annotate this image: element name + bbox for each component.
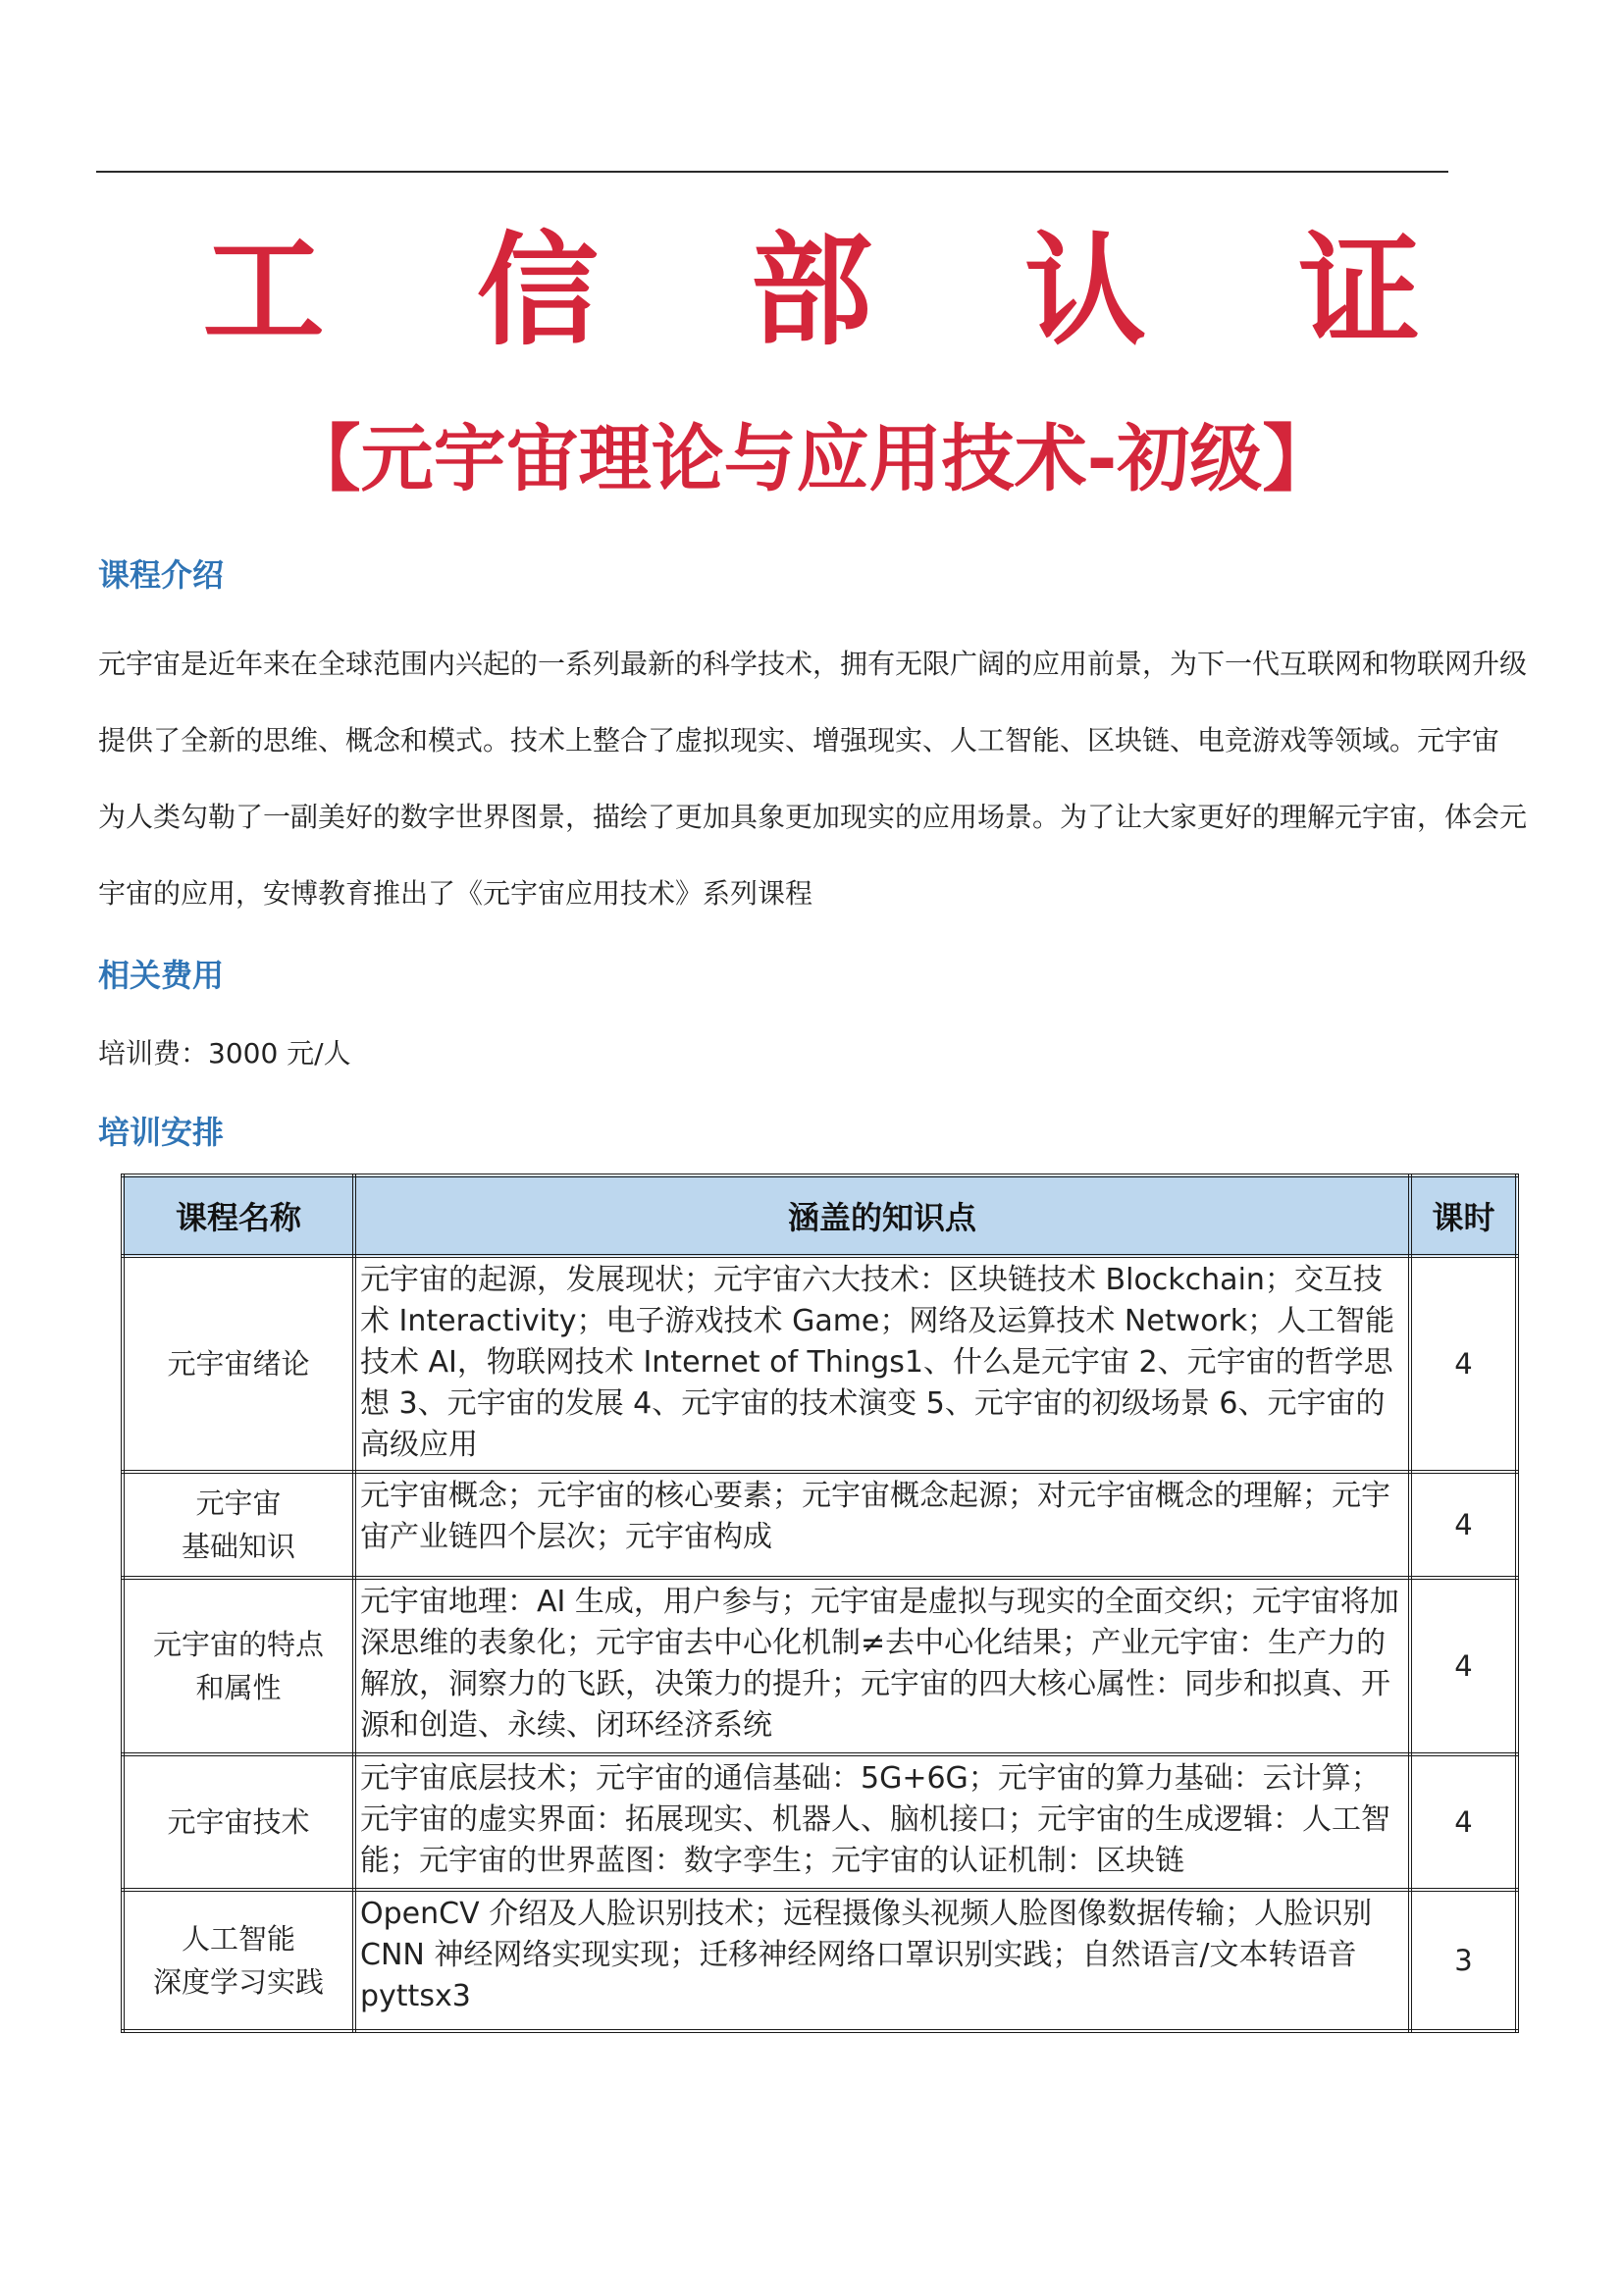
course-name-cell bbox=[123, 1754, 354, 1890]
topics-cell: OpenCV 介绍及人脸识别技术；远程摄像头视频人脸图像数据传输；人脸识别 CNN 神经网络实现实现；迁移神经网络口罩识别实践；自然语言/文本转语音 pyttsx3 bbox=[354, 1890, 1410, 2031]
course-name-line-2: 和属性 bbox=[195, 1671, 282, 1704]
course-name-line-1: 元宇宙 bbox=[195, 1487, 282, 1520]
page-title: 工 信 部 认 证 bbox=[202, 221, 1476, 362]
intro-heading: 课程介绍 bbox=[98, 556, 225, 594]
header-topics: 涵盖的知识点 bbox=[354, 1175, 1410, 1256]
fee-text: 培训费：3000 元/人 bbox=[98, 1037, 351, 1070]
header-rule bbox=[96, 171, 1448, 173]
course-name-line-2: 基础知识 bbox=[181, 1530, 295, 1563]
hours-cell: 4 bbox=[1410, 1472, 1517, 1578]
topics-cell: 元宇宙的起源，发展现状；元宇宙六大技术：区块链技术 Blockchain；交互技术 Interactivity；电子游戏技术 Game；网络及运算技术 Network；人工智能技术 AI，物联网技术 Internet of Things1、什么是元宇宙 2、元宇宙的哲学思想 3、元宇宙的发展 4、元宇宙的技术演变 5、元宇宙的初级场景 6、元宇宙的高级应用 bbox=[354, 1256, 1410, 1472]
schedule-heading: 培训安排 bbox=[98, 1114, 225, 1151]
intro-paragraph: 元宇宙是近年来在全球范围内兴起的一系列最新的科学技术，拥有无限广阔的应用前景，为下一代互联网和物联网升级提供了全新的思维、概念和模式。技术上整合了虚拟现实、增强现实、人工智能、区块链、电竞游戏等领域。元宇宙 为人类勾勒了一副美好的数字世界图景，描绘了更加具象更加现实的应用场景。为了让大家更好的理解元宇宙，体会元宇宙的应用，安博教育推出了《元宇宙应用技术》系列课程 bbox=[98, 648, 1528, 910]
topics-cell: 元宇宙底层技术；元宇宙的通信基础：5G+6G；元宇宙的算力基础：云计算；元宇宙的虚实界面：拓展现实、机器人、脑机接口；元宇宙的生成逻辑：人工智能；元宇宙的世界蓝图：数字孪生；元宇宙的认证机制：区块链 bbox=[354, 1754, 1410, 1890]
course-name-cell bbox=[123, 1890, 354, 2031]
topics-cell: 元宇宙概念；元宇宙的核心要素；元宇宙概念起源；对元宇宙概念的理解；元宇宙产业链四个层次；元宇宙构成 bbox=[354, 1472, 1410, 1578]
header-course-name: 课程名称 bbox=[123, 1175, 354, 1256]
table-row bbox=[123, 1890, 1517, 2031]
table-row bbox=[123, 1578, 1517, 1754]
course-name-cell bbox=[123, 1578, 354, 1754]
hours-cell: 4 bbox=[1410, 1256, 1517, 1472]
table-header-row bbox=[123, 1175, 1517, 1256]
hours-cell: 4 bbox=[1410, 1578, 1517, 1754]
course-name-cell bbox=[123, 1256, 354, 1472]
topics-cell: 元宇宙地理：AI 生成，用户参与；元宇宙是虚拟与现实的全面交织；元宇宙将加深思维的表象化；元宇宙去中心化机制≠去中心化结果；产业元宇宙：生产力的解放，洞察力的飞跃，决策力的提升；元宇宙的四大核心属性：同步和拟真、开源和创造、永续、闭环经济系统 bbox=[354, 1578, 1410, 1754]
fee-heading: 相关费用 bbox=[98, 957, 225, 994]
course-name-line-2: 深度学习实践 bbox=[152, 1965, 324, 1999]
course-name-cell bbox=[123, 1472, 354, 1578]
schedule-table bbox=[121, 1174, 1519, 2033]
hours-cell: 3 bbox=[1410, 1890, 1517, 2031]
table-row bbox=[123, 1754, 1517, 1890]
course-subtitle: 【元宇宙理论与应用技术-初级】 bbox=[288, 417, 1335, 501]
course-name: 元宇宙绪论 bbox=[167, 1347, 310, 1381]
table-row bbox=[123, 1472, 1517, 1578]
course-name-line-1: 元宇宙的特点 bbox=[152, 1628, 324, 1661]
hours-cell: 4 bbox=[1410, 1754, 1517, 1890]
table-row bbox=[123, 1256, 1517, 1472]
course-name: 元宇宙技术 bbox=[167, 1805, 310, 1839]
course-name-line-1: 人工智能 bbox=[181, 1922, 295, 1956]
header-hours: 课时 bbox=[1410, 1175, 1517, 1256]
